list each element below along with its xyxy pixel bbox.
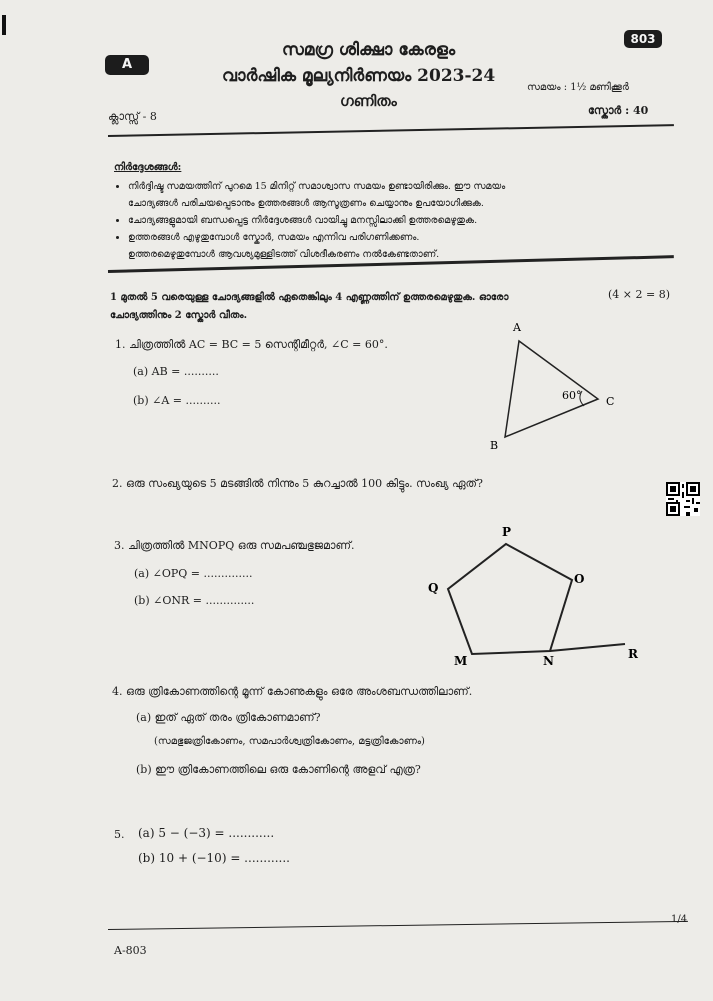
edge-mark <box>2 15 6 35</box>
q3-part-a: (a) ∠OPQ = .............. <box>134 567 253 580</box>
q5-number: 5. <box>114 828 125 841</box>
point-r-label: R <box>628 647 638 661</box>
instruction-item: • ചോദ്യങ്ങളുമായി ബന്ധപ്പെട്ട നിർദ്ദേശങ്ങൾ വായിച്ചു മനസ്സിലാക്കി ഉത്തരമെഴുതുക. <box>128 212 688 229</box>
instructions-heading: നിർദ്ദേശങ്ങൾ: <box>114 162 182 173</box>
section-marks: (4 × 2 = 8) <box>608 288 670 301</box>
vertex-p-label: P <box>502 525 512 539</box>
q4-text: 4. ഒരു ത്രികോണത്തിന്റെ മൂന്ന് കോണുകളും ഒരേ അംശബന്ധത്തിലാണ്. <box>112 685 473 698</box>
footer-code: A-803 <box>114 944 147 957</box>
vertex-b-label: B <box>490 439 499 452</box>
q1-part-b: (b) ∠A = .......... <box>133 394 221 407</box>
qr-code-icon <box>666 482 700 516</box>
instruction-item: ഉത്തരമെഴുതുമ്പോൾ ആവശ്യമുള്ളിടത്ത് വിശദീകരണം നൽകേണ്ടതാണ്. <box>128 249 440 260</box>
q5-part-a: (a) 5 − (−3) = ............ <box>138 826 275 840</box>
q4-options: (സമഭുജത്രികോണം, സമപാർശ്വത്രികോണം, മട്ടത്രികോണം) <box>154 736 425 747</box>
instruction-item: ചോദ്യങ്ങൾ പരിചയപ്പെടാനും ഉത്തരങ്ങൾ ആസൂത്രണം ചെയ്യാനും ഉപയോഗിക്കുക. <box>128 198 484 209</box>
footer-rule <box>108 921 688 930</box>
header-rule <box>108 124 674 137</box>
code-badge: 803 <box>624 30 662 48</box>
subject-title: ഗണിതം <box>340 92 397 110</box>
instruction-item: • ഉത്തരങ്ങൾ എഴുതുമ്പോൾ സ്കോർ, സമയം എന്നിവ പരിഗണിക്കണം. <box>128 229 688 246</box>
vertex-n-label: N <box>543 654 554 668</box>
triangle-figure <box>480 315 630 455</box>
vertex-q-label: Q <box>428 581 439 595</box>
header-line-1: സമഗ്ര ശിക്ഷാ കേരളം <box>282 40 456 60</box>
vertex-m-label: M <box>454 654 468 668</box>
section-line-2: ചോദ്യത്തിനും 2 സ്കോർ വീതം. <box>110 310 248 321</box>
q1-text: 1. ചിത്രത്തിൽ AC = BC = 5 സെന്റിമീറ്റർ, ∠C = 60°. <box>115 338 388 351</box>
section-line-1: 1 മുതൽ 5 വരെയുള്ള ചോദ്യങ്ങളിൽ ഏതെങ്കിലും 4 എണ്ണത്തിന് ഉത്തരമെഴുതുക. ഓരോ <box>110 292 509 303</box>
q1-part-a: (a) AB = .......... <box>133 365 219 378</box>
time-label: സമയം : 1½ മണിക്കൂർ <box>527 82 629 93</box>
vertex-o-label: O <box>574 572 585 586</box>
vertex-a-label: A <box>513 321 521 334</box>
q3-part-b: (b) ∠ONR = .............. <box>134 594 255 607</box>
instructions-list <box>114 178 688 263</box>
instruction-item: • നിർദ്ദിഷ്ട സമയത്തിന് പുറമെ 15 മിനിറ്റ് സമാശ്വാസ സമയം ഉണ്ടായിരിക്കും. ഈ സമയം <box>128 178 688 195</box>
pentagon-figure <box>420 520 650 675</box>
vertex-c-label: C <box>606 395 615 408</box>
header-line-2: വാർഷിക മൂല്യനിർണയം 2023-24 <box>222 66 496 86</box>
page-number: 1/4 <box>671 914 688 925</box>
q4-part-a: (a) ഇത് ഏത് തരം ത്രികോണമാണ്? <box>136 711 321 724</box>
qr-code <box>666 482 700 516</box>
q5-part-b: (b) 10 + (−10) = ............ <box>138 851 290 865</box>
angle-c-label: 60° <box>562 389 582 402</box>
q3-text: 3. ചിത്രത്തിൽ MNOPQ ഒരു സമപഞ്ചഭുജമാണ്. <box>114 539 355 552</box>
q4-part-b: (b) ഈ ത്രികോണത്തിലെ ഒരു കോണിന്റെ അളവ് എത്ര? <box>136 763 421 776</box>
class-label: ക്ലാസ്സ് - 8 <box>108 110 157 123</box>
q2-text: 2. ഒരു സംഖ്യയുടെ 5 മടങ്ങിൽ നിന്നും 5 കുറച്ചാൽ 100 കിട്ടും. സംഖ്യ ഏത്? <box>112 477 483 490</box>
series-badge: A <box>105 55 149 75</box>
score-label: സ്കോർ : 40 <box>588 104 649 117</box>
